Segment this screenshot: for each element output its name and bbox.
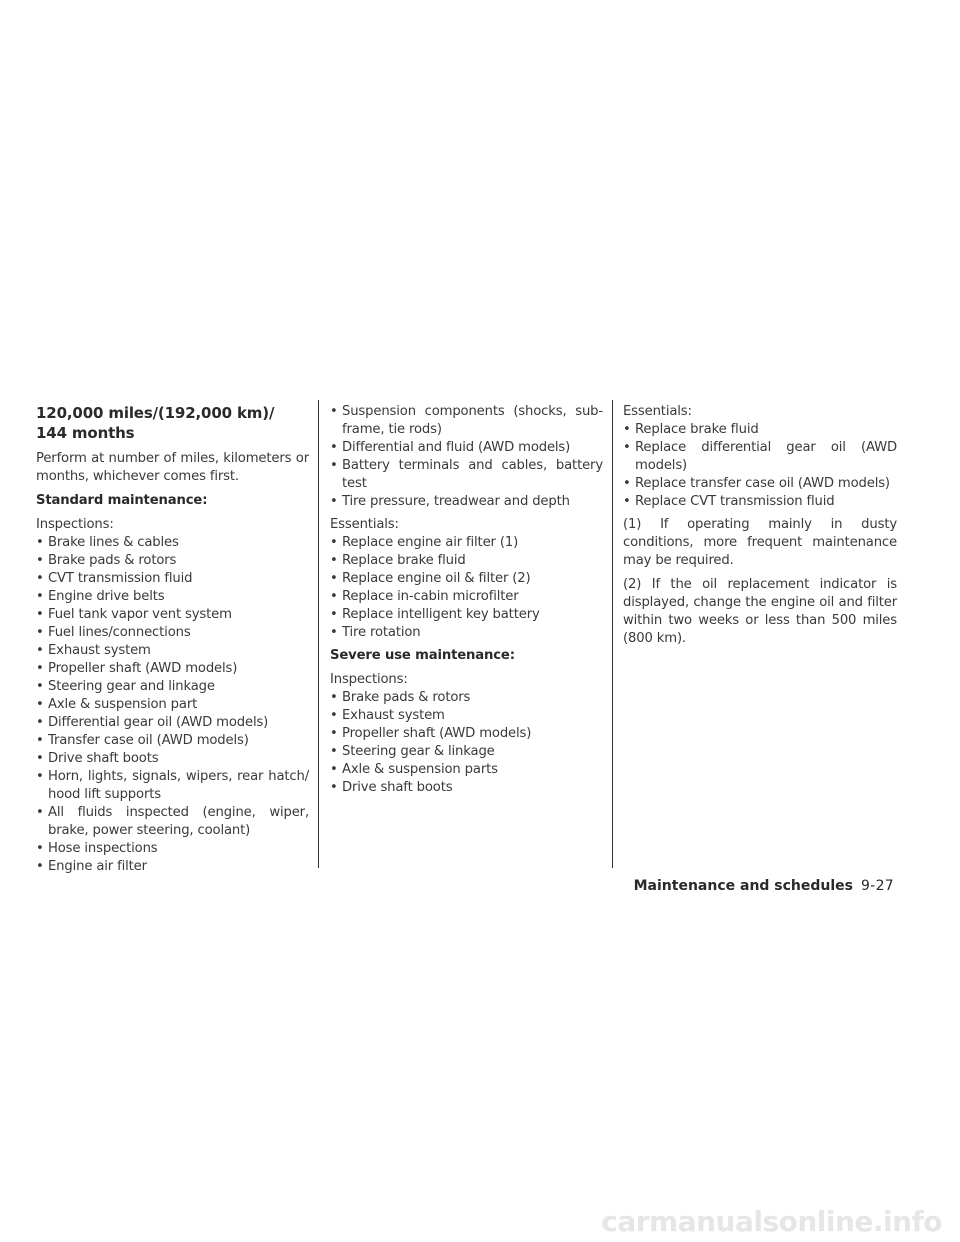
list-item-text: Replace engine oil & filter (2) bbox=[342, 571, 531, 586]
list-item bbox=[36, 732, 309, 750]
bullet-icon: • bbox=[36, 535, 44, 550]
bullet-icon: • bbox=[330, 535, 338, 550]
list-item-text: Fuel tank vapor vent system bbox=[48, 607, 232, 622]
bullet-icon: • bbox=[330, 440, 338, 455]
bullet-icon: • bbox=[330, 625, 338, 640]
bullet-icon: • bbox=[330, 780, 338, 795]
list-item bbox=[330, 624, 603, 642]
list-item-text: Brake lines & cables bbox=[48, 535, 179, 550]
page-footer bbox=[634, 877, 894, 895]
intro-paragraph: Perform at number of miles, kilometers or months, whichever comes first. bbox=[36, 451, 309, 484]
list-item-text: Drive shaft boots bbox=[342, 780, 453, 795]
bullet-icon: • bbox=[36, 607, 44, 622]
list-item bbox=[36, 768, 309, 804]
list-item-text: Replace in-cabin microfilter bbox=[342, 589, 519, 604]
list-item bbox=[330, 570, 603, 588]
list-item-text: Steering gear and linkage bbox=[48, 679, 215, 694]
bullet-icon: • bbox=[623, 476, 631, 491]
bullet-icon: • bbox=[623, 494, 631, 509]
footer-section-title: Maintenance and schedules bbox=[633, 878, 854, 894]
list-item bbox=[330, 761, 603, 779]
severe-essentials-list bbox=[623, 421, 897, 511]
list-item bbox=[330, 606, 603, 624]
list-item bbox=[36, 570, 309, 588]
list-item-text: All fluids inspected (engine, wiper, brake, power steering, coolant) bbox=[48, 805, 309, 838]
bullet-icon: • bbox=[36, 805, 44, 820]
list-item-text: Replace engine air filter (1) bbox=[342, 535, 519, 550]
bullet-icon: • bbox=[36, 643, 44, 658]
bullet-icon: • bbox=[36, 589, 44, 604]
standard-maintenance-label: Standard maintenance: bbox=[36, 493, 208, 508]
bullet-icon: • bbox=[330, 762, 338, 777]
bullet-icon: • bbox=[36, 571, 44, 586]
list-item-text: Tire rotation bbox=[342, 625, 421, 640]
list-item-text: Transfer case oil (AWD models) bbox=[48, 733, 249, 748]
list-item-text: Exhaust system bbox=[48, 643, 151, 658]
bullet-icon: • bbox=[36, 769, 44, 784]
bullet-icon: • bbox=[36, 733, 44, 748]
list-item-text: Brake pads & rotors bbox=[48, 553, 177, 568]
list-item bbox=[36, 624, 309, 642]
heading-line-2: 144 months bbox=[36, 424, 135, 442]
watermark: carmanualsonline.info bbox=[601, 1205, 942, 1238]
footnote-1: (1) If operating mainly in dusty conditions, more frequent maintenance may be required. bbox=[623, 517, 897, 568]
list-item-text: Drive shaft boots bbox=[48, 751, 159, 766]
essentials-list bbox=[330, 534, 603, 642]
list-item bbox=[330, 552, 603, 570]
list-item bbox=[36, 840, 309, 858]
list-item-text: Axle & suspension part bbox=[48, 697, 198, 712]
list-item-text: Replace brake fluid bbox=[342, 553, 466, 568]
list-item-text: Battery terminals and cables, battery test bbox=[342, 458, 603, 491]
list-item-text: Engine drive belts bbox=[48, 589, 165, 604]
essentials-label: Essentials: bbox=[330, 517, 399, 532]
list-item bbox=[330, 725, 603, 743]
list-item-text: Brake pads & rotors bbox=[342, 690, 471, 705]
bullet-icon: • bbox=[330, 726, 338, 741]
list-item bbox=[36, 660, 309, 678]
list-item bbox=[36, 750, 309, 768]
list-item-text: Engine air filter bbox=[48, 859, 147, 874]
list-item-text: Replace CVT transmission fluid bbox=[635, 494, 835, 509]
bullet-icon: • bbox=[36, 661, 44, 676]
bullet-icon: • bbox=[36, 859, 44, 874]
column-1 bbox=[36, 403, 309, 881]
list-item bbox=[330, 534, 603, 552]
list-item bbox=[36, 804, 309, 840]
column-divider bbox=[318, 400, 319, 868]
inspection-list bbox=[36, 534, 309, 876]
bullet-icon: • bbox=[330, 744, 338, 759]
list-item bbox=[36, 678, 309, 696]
list-item bbox=[36, 552, 309, 570]
list-item-text: Differential and fluid (AWD models) bbox=[342, 440, 571, 455]
bullet-icon: • bbox=[623, 440, 631, 455]
bullet-icon: • bbox=[330, 589, 338, 604]
list-item bbox=[330, 457, 603, 493]
list-item-text: Axle & suspension parts bbox=[342, 762, 498, 777]
bullet-icon: • bbox=[330, 571, 338, 586]
list-item bbox=[330, 493, 603, 511]
list-item bbox=[330, 743, 603, 761]
list-item bbox=[623, 475, 897, 493]
column-3 bbox=[623, 403, 897, 654]
bullet-icon: • bbox=[36, 841, 44, 856]
bullet-icon: • bbox=[330, 458, 338, 473]
list-item-text: Replace transfer case oil (AWD models) bbox=[635, 476, 890, 491]
list-item bbox=[36, 858, 309, 876]
list-item bbox=[330, 439, 603, 457]
list-item-text: Fuel lines/connections bbox=[48, 625, 191, 640]
bullet-icon: • bbox=[36, 625, 44, 640]
severe-use-label: Severe use maintenance: bbox=[330, 648, 515, 663]
inspections-label: Inspections: bbox=[36, 517, 114, 532]
list-item-text: Steering gear & linkage bbox=[342, 744, 495, 759]
bullet-icon: • bbox=[36, 697, 44, 712]
list-item-text: Suspension components (shocks, sub-frame, tie rods) bbox=[342, 404, 603, 437]
bullet-icon: • bbox=[623, 422, 631, 437]
list-item bbox=[623, 493, 897, 511]
bullet-icon: • bbox=[330, 404, 338, 419]
heading-line-1: 120,000 miles/(192,000 km)/ bbox=[36, 404, 275, 422]
list-item bbox=[36, 642, 309, 660]
list-item-text: Exhaust system bbox=[342, 708, 445, 723]
list-item-text: Differential gear oil (AWD models) bbox=[48, 715, 269, 730]
footnote-2: (2) If the oil replacement indicator is displayed, change the engine oil and filter within two weeks or less than 500 miles (800 km). bbox=[623, 577, 897, 646]
essentials-label: Essentials: bbox=[623, 404, 692, 419]
bullet-icon: • bbox=[330, 553, 338, 568]
list-item-text: Horn, lights, signals, wipers, rear hatch/ hood lift supports bbox=[48, 769, 309, 802]
bullet-icon: • bbox=[36, 751, 44, 766]
list-item-text: Replace intelligent key battery bbox=[342, 607, 540, 622]
list-item bbox=[36, 714, 309, 732]
bullet-icon: • bbox=[330, 708, 338, 723]
list-item-text: Propeller shaft (AWD models) bbox=[48, 661, 238, 676]
column-2 bbox=[330, 403, 603, 802]
list-item-text: Replace brake fluid bbox=[635, 422, 759, 437]
list-item bbox=[36, 588, 309, 606]
page-number: 9-27 bbox=[861, 878, 894, 894]
bullet-icon: • bbox=[330, 690, 338, 705]
list-item-text: Replace differential gear oil (AWD models) bbox=[635, 440, 897, 473]
bullet-icon: • bbox=[36, 679, 44, 694]
list-item bbox=[330, 689, 603, 707]
section-heading bbox=[36, 403, 309, 443]
list-item bbox=[36, 606, 309, 624]
list-item bbox=[330, 779, 603, 797]
inspection-list-continued bbox=[330, 403, 603, 511]
list-item bbox=[623, 421, 897, 439]
inspections-label: Inspections: bbox=[330, 672, 408, 687]
bullet-icon: • bbox=[330, 607, 338, 622]
list-item-text: Tire pressure, treadwear and depth bbox=[342, 494, 570, 509]
bullet-icon: • bbox=[36, 553, 44, 568]
bullet-icon: • bbox=[36, 715, 44, 730]
list-item bbox=[36, 534, 309, 552]
list-item bbox=[36, 696, 309, 714]
list-item bbox=[330, 707, 603, 725]
bullet-icon: • bbox=[330, 494, 338, 509]
list-item-text: Hose inspections bbox=[48, 841, 158, 856]
list-item bbox=[330, 403, 603, 439]
severe-inspection-list bbox=[330, 689, 603, 797]
list-item-text: Propeller shaft (AWD models) bbox=[342, 726, 532, 741]
list-item bbox=[623, 439, 897, 475]
list-item-text: CVT transmission fluid bbox=[48, 571, 193, 586]
list-item bbox=[330, 588, 603, 606]
column-divider bbox=[612, 400, 613, 868]
